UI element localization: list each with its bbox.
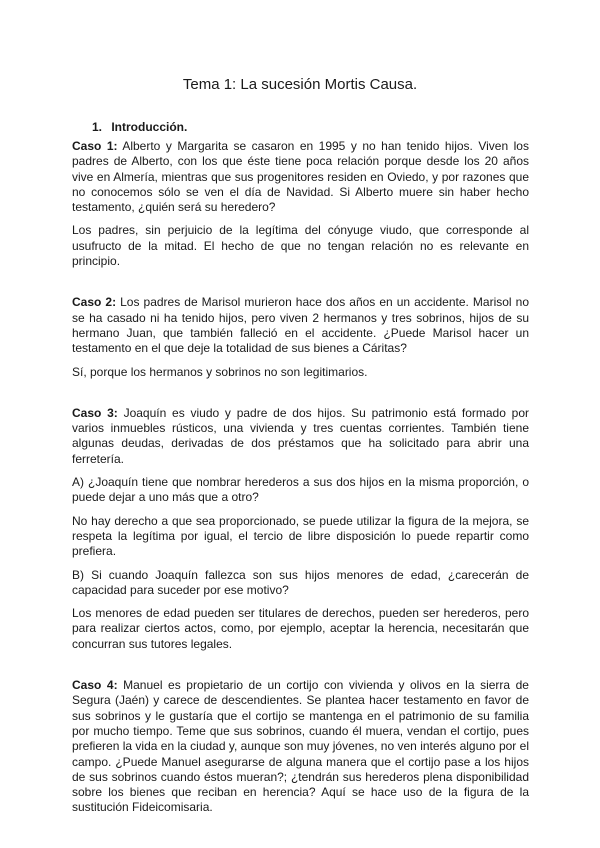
section-number: 1. <box>92 120 103 134</box>
case-3-text: Joaquín es viudo y padre de dos hijos. Su patrimonio está formado por varios inmuebles rústicos, una vivienda y tres cuentas corrientes. También tiene algunas deudas, derivadas de dos préstamos que ha solicitado para abrir una ferretería. <box>72 405 529 466</box>
case-4-label: Caso 4: <box>72 678 118 693</box>
case-2-answer: Sí, porque los hermanos y sobrinos no son legitimarios. <box>72 364 368 379</box>
case-2-statement <box>72 295 529 356</box>
case-4-statement <box>72 678 529 816</box>
case-1-statement <box>72 139 529 215</box>
case-3-answer-b: Los menores de edad pueden ser titulares de derechos, pueden ser herederos, pero para realizar ciertos actos, como, por ejemplo, aceptar la herencia, necesitarán que concurran sus tutores legales. <box>72 606 529 651</box>
case-1-text: Alberto y Margarita se casaron en 1995 y no han tenido hijos. Viven los padres de Alberto, con los que éste tiene poca relación porque desde los 20 años vive en Almería, mientras que sus progenitores residen en Oviedo, y por razones que no conocemos sólo se ven el día de Navidad. Si Alberto muere sin haber hecho testamento, ¿quién será su heredero? <box>72 139 529 215</box>
case-3-statement <box>72 406 529 467</box>
document-title: Tema 1: La sucesión Mortis Causa. <box>182 76 418 93</box>
case-3-answer-a: No hay derecho a que sea proporcionado, se puede utilizar la figura de la mejora, se respeta la legítima por igual, el tercio de libre disposición lo puede repartir como prefiera. <box>72 513 529 559</box>
case-3-question-a: A) ¿Joaquín tiene que nombrar herederos a sus dos hijos en la misma proporción, o puede dejar a uno más que a otro? <box>72 475 529 505</box>
case-1-label: Caso 1: <box>72 139 118 153</box>
case-2-text: Los padres de Marisol murieron hace dos años en un accidente. Marisol no se ha casado ni ha tenido hijos, pero viven 2 hermanos y tres sobrinos, hijos de su hermano Juan, que también falleció en el accidente. ¿Puede Marisol hacer un testamento en el que deje la totalidad de sus bienes a Cáritas? <box>72 295 529 356</box>
case-2-label: Caso 2: <box>72 295 117 310</box>
section-heading <box>92 120 187 134</box>
case-3-label: Caso 3: <box>72 405 118 420</box>
case-3-question-b: B) Si cuando Joaquín fallezca son sus hijos menores de edad, ¿carecerán de capacidad para suceder por ese motivo? <box>72 567 529 597</box>
case-1-answer: Los padres, sin perjuicio de la legítima del cónyuge viudo, que corresponde al usufructo de la mitad. El hecho de que no tengan relación no es relevante en principio. <box>72 223 529 269</box>
case-4-text: Manuel es propietario de un cortijo con vivienda y olivos en la sierra de Segura (Jaén) y carece de descendientes. Se plantea hacer testamento en favor de sus sobrinos y le gustaría que el cortijo se mantenga en el patrimonio de su familia por mucho tiempo. Teme que sus sobrinos, cuando él muera, vendan el cortijo, pues prefieren la vida en la ciudad y, aunque son muy jóvenes, no ven interés alguno por el campo. ¿Puede Manuel asegurarse de alguna manera que el cortijo pase a los hijos de sus sobrinos cuando éstos mueran?; ¿tendrán sus herederos plena disponibilidad sobre los bienes que reciban en herencia? Aquí se hace uso de la figura de la sustitución Fideicomisaria. <box>72 678 529 815</box>
document-body <box>72 139 529 824</box>
section-label: Introducción. <box>111 120 188 134</box>
